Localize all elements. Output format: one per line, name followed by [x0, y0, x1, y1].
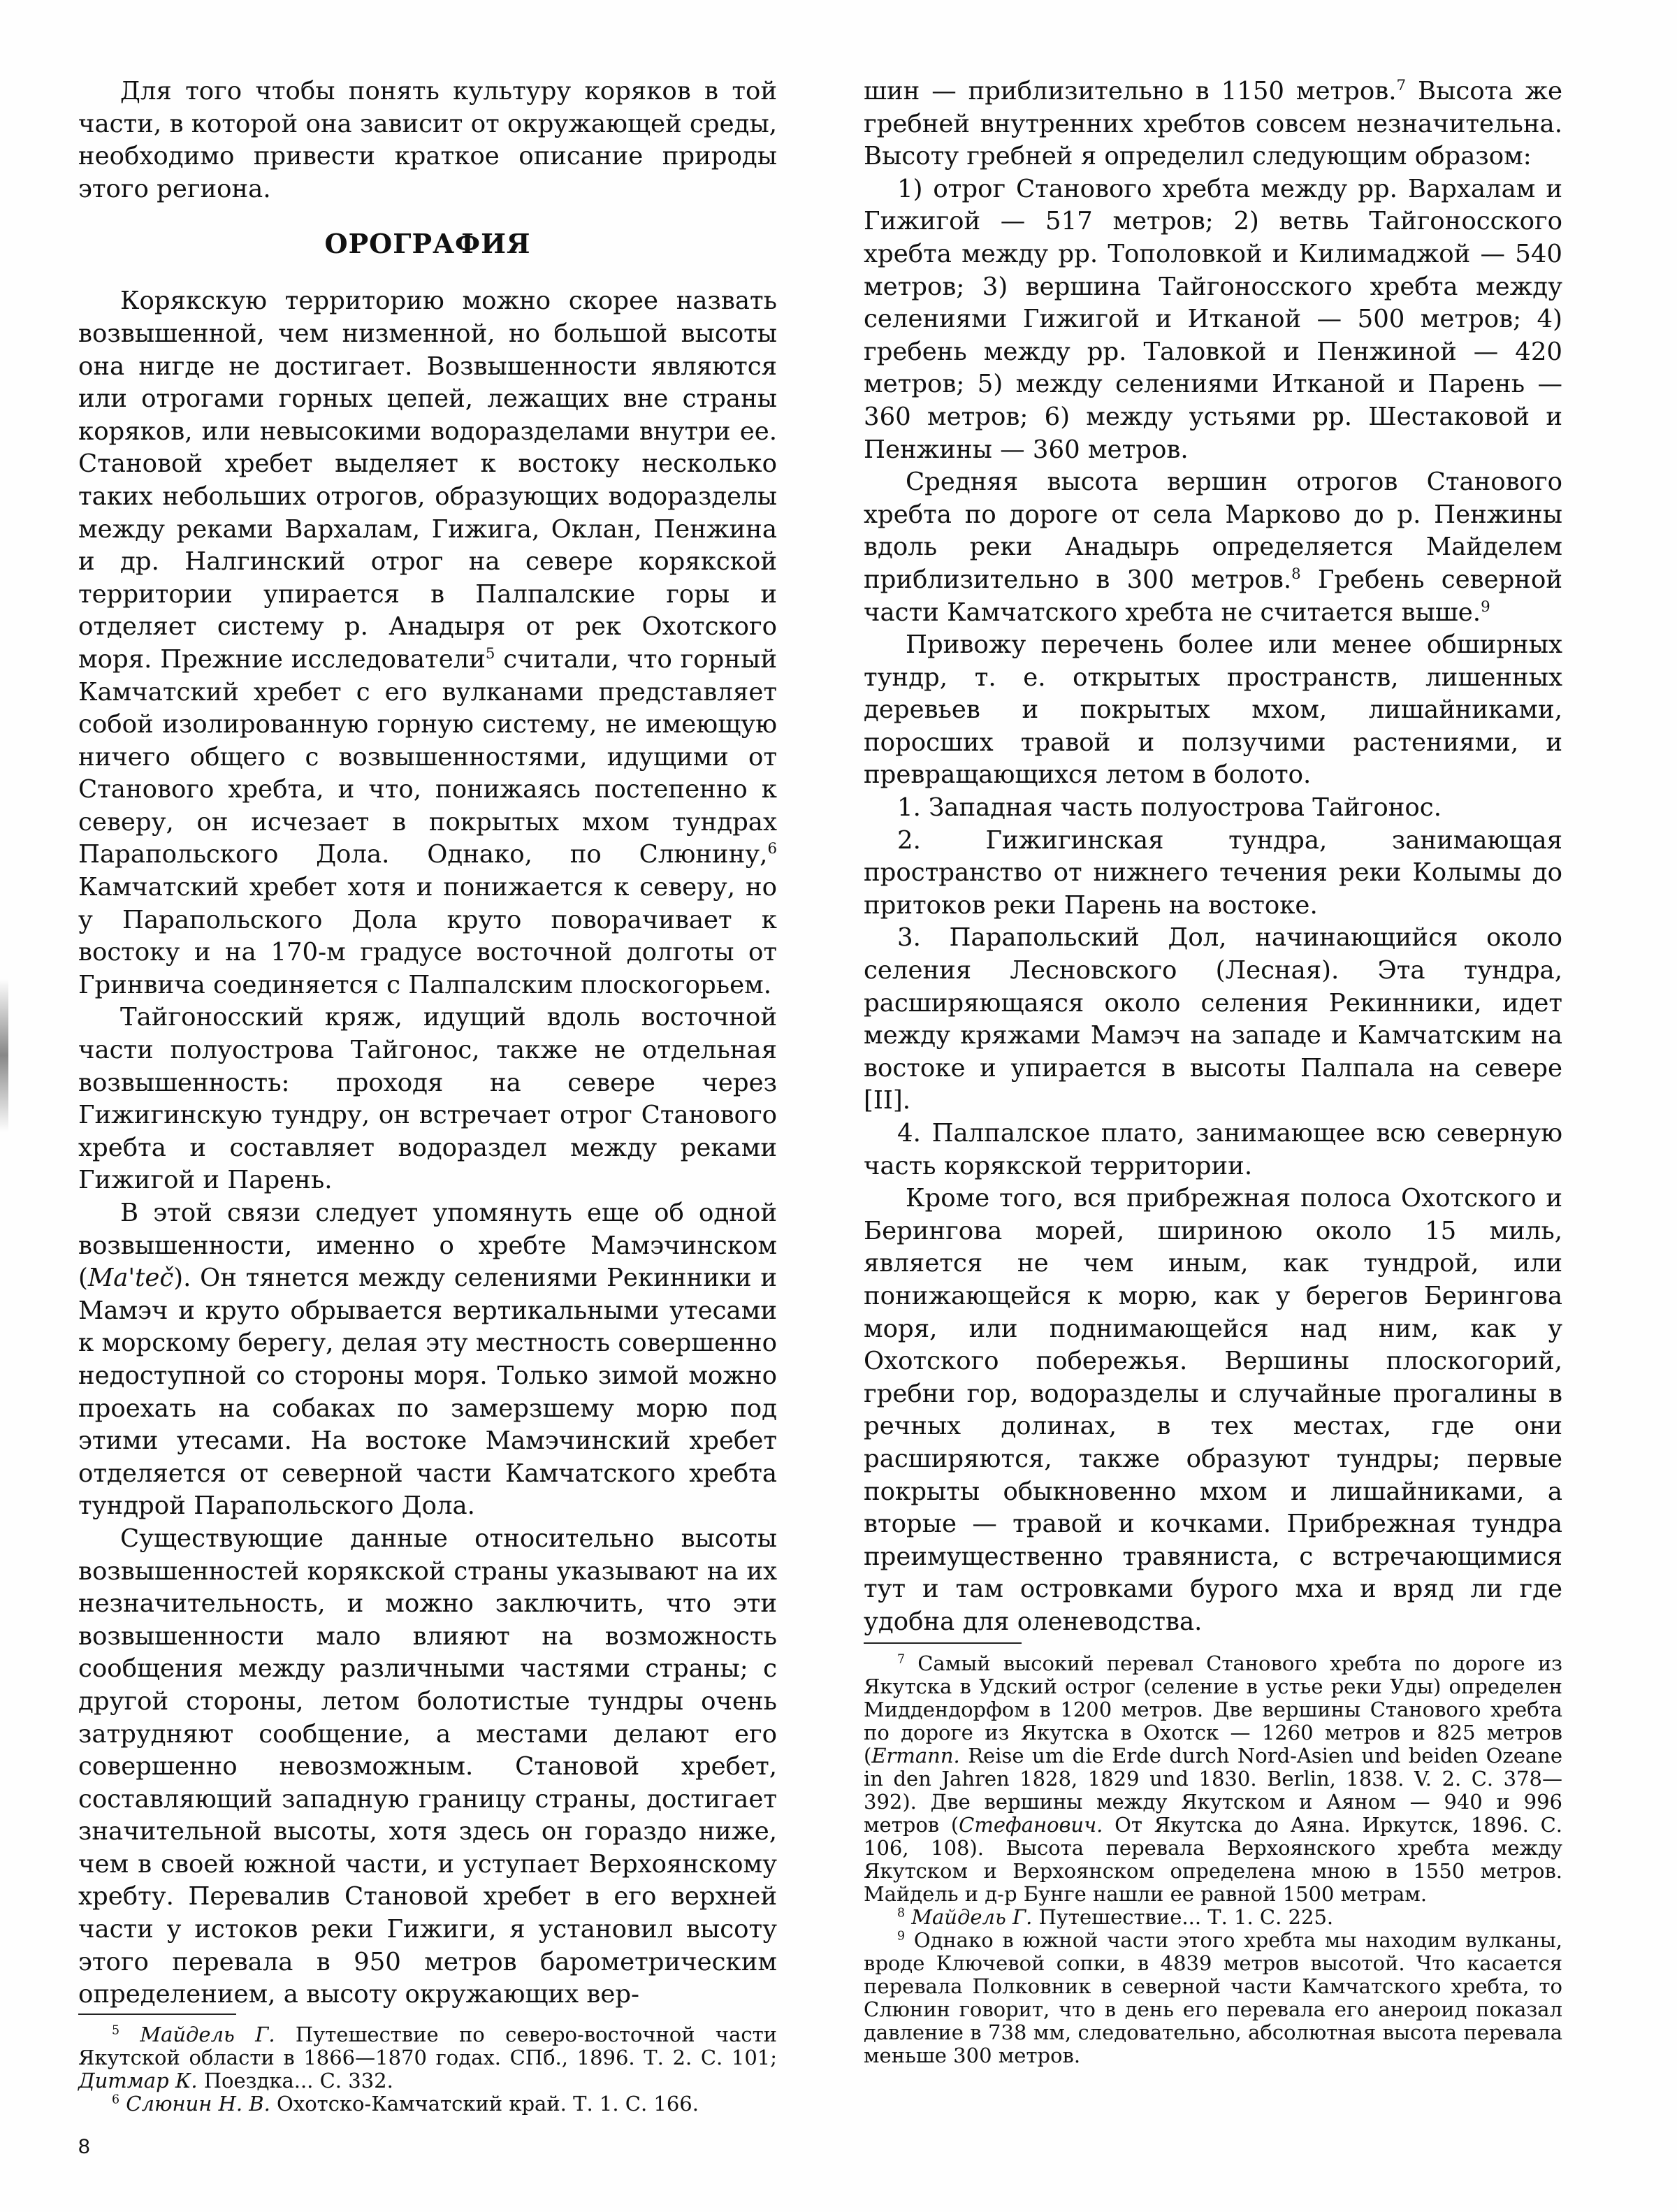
footnote-ref-8[interactable]: 8 [1291, 565, 1301, 584]
footnote-ref-9[interactable]: 9 [1481, 598, 1490, 616]
list-item: 2. Гижигинская тундра, занимающая пространство от нижнего течения реки Колымы до притоков реки Парень на востоке. [864, 825, 1562, 920]
left-footnotes [78, 2023, 777, 2116]
paragraph-ridge-list: 1) отрог Станового хребта между рр. Вархалам и Гижигой — 517 метров; 2) ветвь Тайгоносского хребта между рр. Тополовкой и Килимаджой — 540 метров; 3) вершина Тайгоносского хребта между селениями Гижигой и Итканой — 500 метров; 4) гребень между рр. Таловкой и Пенжиной — 420 метров; 5) между селениями Итканой и Парень — 360 метров; 6) между устьями рр. Шестаковой и Пенжины — 360 метров. [864, 174, 1562, 464]
footnote-divider-left [78, 2014, 236, 2015]
intro-paragraph: Для того чтобы понять культуру коряков в той части, в которой она зависит от окружающей среды, необходимо привести краткое описание природы этого региона. [78, 77, 777, 203]
footnote-divider-right [864, 1642, 1022, 1644]
paragraph-territory: Корякскую территорию можно скорее назвать возвышенной, чем низменной, но большой высоты она нигде не достигает. Возвышенности являются или отрогами горных цепей, лежащих вне страны коряков, или невысокими водоразделами внутри ее. Становой хребет выделяет к востоку несколько таких небольших отрогов, образующих водоразделы между реками Вархалам, Гижига, Оклан, Пенжина и др. Налгинский отрог на севере корякской территории упирается в Палпалские горы и отделяет систему р. Анадыря от рек Охотского моря. Прежние исследователи$^5$ считали, что горный Камчатский хребет с его вулканами представляет собой изолированную горную систему, не имеющую ничего общего с возвышенностями, идущими от Станового хребта, и что, понижаясь постепенно к северу, он исчезает в покрытых мхом тундрах Парапольского Дола. Однако, по Слюнину,$^6$ Камчатский хребет хотя и понижается к северу, но у Парапольского Дола круто поворачивает к востоку и на 170-м градусе восточной долготы от Гринвича соединяется с Палпалским плоскогорьем. [78, 287, 777, 999]
paragraph-continuation: шин — приблизительно в 1150 метров.$^7$ Высота же гребней внутренних хребтов совсем незначительна. Высоту гребней я определил следующим образом: [864, 77, 1562, 171]
footnote-5: $^5$ Майдель Г. Путешествие по северо-восточной части Якутской области в 1866—1870 годах. СПб., 1896. Т. 2. С. 101; Дитмар К. Поездка... С. 332. [78, 2023, 777, 2092]
section-heading: ОРОГРАФИЯ [324, 228, 531, 260]
right-column [864, 75, 1562, 1639]
paragraph-taigonos: Тайгоносский кряж, идущий вдоль восточной части полуострова Тайгонос, также не отдельная возвышенность: проходя на севере через Гижигинскую тундру, он встречает отрог Станового хребта и составляет водораздел между реками Гижигой и Парень. [78, 1003, 777, 1195]
paragraph-heights: Существующие данные относительно высоты возвышенностей корякской страны указывают на их незначительность, и можно заключить, что эти возвышенности мало влияют на возможность сообщения между различными частями страны; с другой стороны, летом болотистые тундры очень затрудняют сообщение, а местами делают его совершенно невозможным. Становой хребет, составляющий западную границу страны, достигает значительной высоты, хотя здесь он гораздо ниже, чем в своей южной части, и уступает Верхоянскому хребту. Перевалив Становой хребет в его верхней части у истоков реки Гижиги, я установил высоту этого перевала в 950 метров барометрическим определением, а высоту окружающих вер- [78, 1524, 777, 2009]
left-column [78, 75, 777, 2011]
page-edge-shadow [0, 978, 8, 1132]
paragraph-tundra-intro: Привожу перечень более или менее обширных тундр, т. е. открытых пространств, лишенных деревьев и покрытых мхом, лишайниками, поросших травой и ползучими растениями, и превращающихся летом в болото. [864, 630, 1562, 790]
footnote-ref-5[interactable]: 5 [485, 645, 495, 663]
list-item: 4. Палпалское плато, занимающее всю северную часть корякской территории. [864, 1119, 1562, 1180]
list-item: 1. Западная часть полуострова Тайгонос. [897, 793, 1442, 823]
right-footnotes [864, 1652, 1562, 2067]
footnote-8: $^8$ Майдель Г. Путешествие... Т. 1. С. 225. [897, 1905, 1334, 1929]
paragraph-mamech: В этой связи следует упомянуть еще об одной возвышенности, именно о хребте Мамэчинском (Ma'teč). Он тянется между селениями Рекинники и Мамэч и круто обрывается вертикальными утесами к морскому берегу, делая эту местность совершенно недоступной со стороны моря. Только зимой можно проехать на собаках по замерзшему морю под этими утесами. На востоке Мамэчинский хребет отделяется от северной части Камчатского хребта тундрой Парапольского Дола. [78, 1199, 777, 1521]
footnote-9: $^9$ Однако в южной части этого хребта мы находим вулканы, вроде Ключевой сопки, в 4839 метров высотой. Что касается перевала Полковник в северной части Камчатского хребта, то Слюнин говорит, что в день его перевала его анероид показал давление в 738 мм, следовательно, абсолютная высота перевала меньше 300 метров. [864, 1928, 1562, 2067]
page-number: 8 [78, 2135, 90, 2158]
list-item: 3. Парапольский Дол, начинающийся около селения Лесновского (Лесная). Эта тундра, расширяющаяся около селения Рекинники, идет между кряжами Мамэч на западе и Камчатским на востоке и упирается в высоты Палпала на севере [II]. [864, 923, 1562, 1115]
footnote-ref-7[interactable]: 7 [1396, 77, 1407, 95]
footnote-7: $^7$ Самый высокий перевал Станового хребта по дороге из Якутска в Удский острог (селение в устье реки Уды) определен Миддендорфом в 1200 метров. Две вершины Станового хребта по дороге из Якутска в Охотск — 1260 метров и 825 метров (Ermann. Reise um die Erde durch Nord-Asien und beiden Ozeane in den Jahren 1828, 1829 und 1830. Berlin, 1838. V. 2. С. 378—392). Две вершины между Якутском и Аяном — 940 и 996 метров (Стефанович. От Якутска до Аяна. Иркутск, 1896. С. 106, 108). Высота перевала Верхоянского хребта между Якутском и Верхоянском определена мною в 1550 метров. Майдель и д-р Бунге нашли ее равной 1500 метрам. [864, 1651, 1562, 1906]
paragraph-average-height: Средняя высота вершин отрогов Станового хребта по дороге от села Марково до р. Пенжины вдоль реки Анадырь определяется Майделем приблизительно в 300 метров.$^8$ Гребень северной части Камчатского хребта не считается выше.$^9$ [864, 468, 1563, 627]
footnote-ref-6[interactable]: 6 [767, 840, 777, 858]
footnote-6: $^6$ Слюнин Н. В. Охотско-Камчатский край. Т. 1. С. 166. [112, 2092, 699, 2116]
paragraph-coastal-tundra: Кроме того, вся прибрежная полоса Охотского и Берингова морей, шириною около 15 миль, является не чем иным, как тундрой, или понижающейся к морю, как у берегов Берингова моря, или поднимающейся над ним, как у Охотского побережья. Вершины плоскогорий, гребни гор, водоразделы и случайные прогалины в речных долинах, в тех местах, где они расширяются, также образуют тундры; первые покрыты обыкновенно мхом и лишайниками, а вторые — травой и кочками. Прибрежная тундра преимущественно травяниста, с встречающимися тут и там островками бурого мха и вряд ли где удобна для оленеводства. [864, 1184, 1562, 1636]
